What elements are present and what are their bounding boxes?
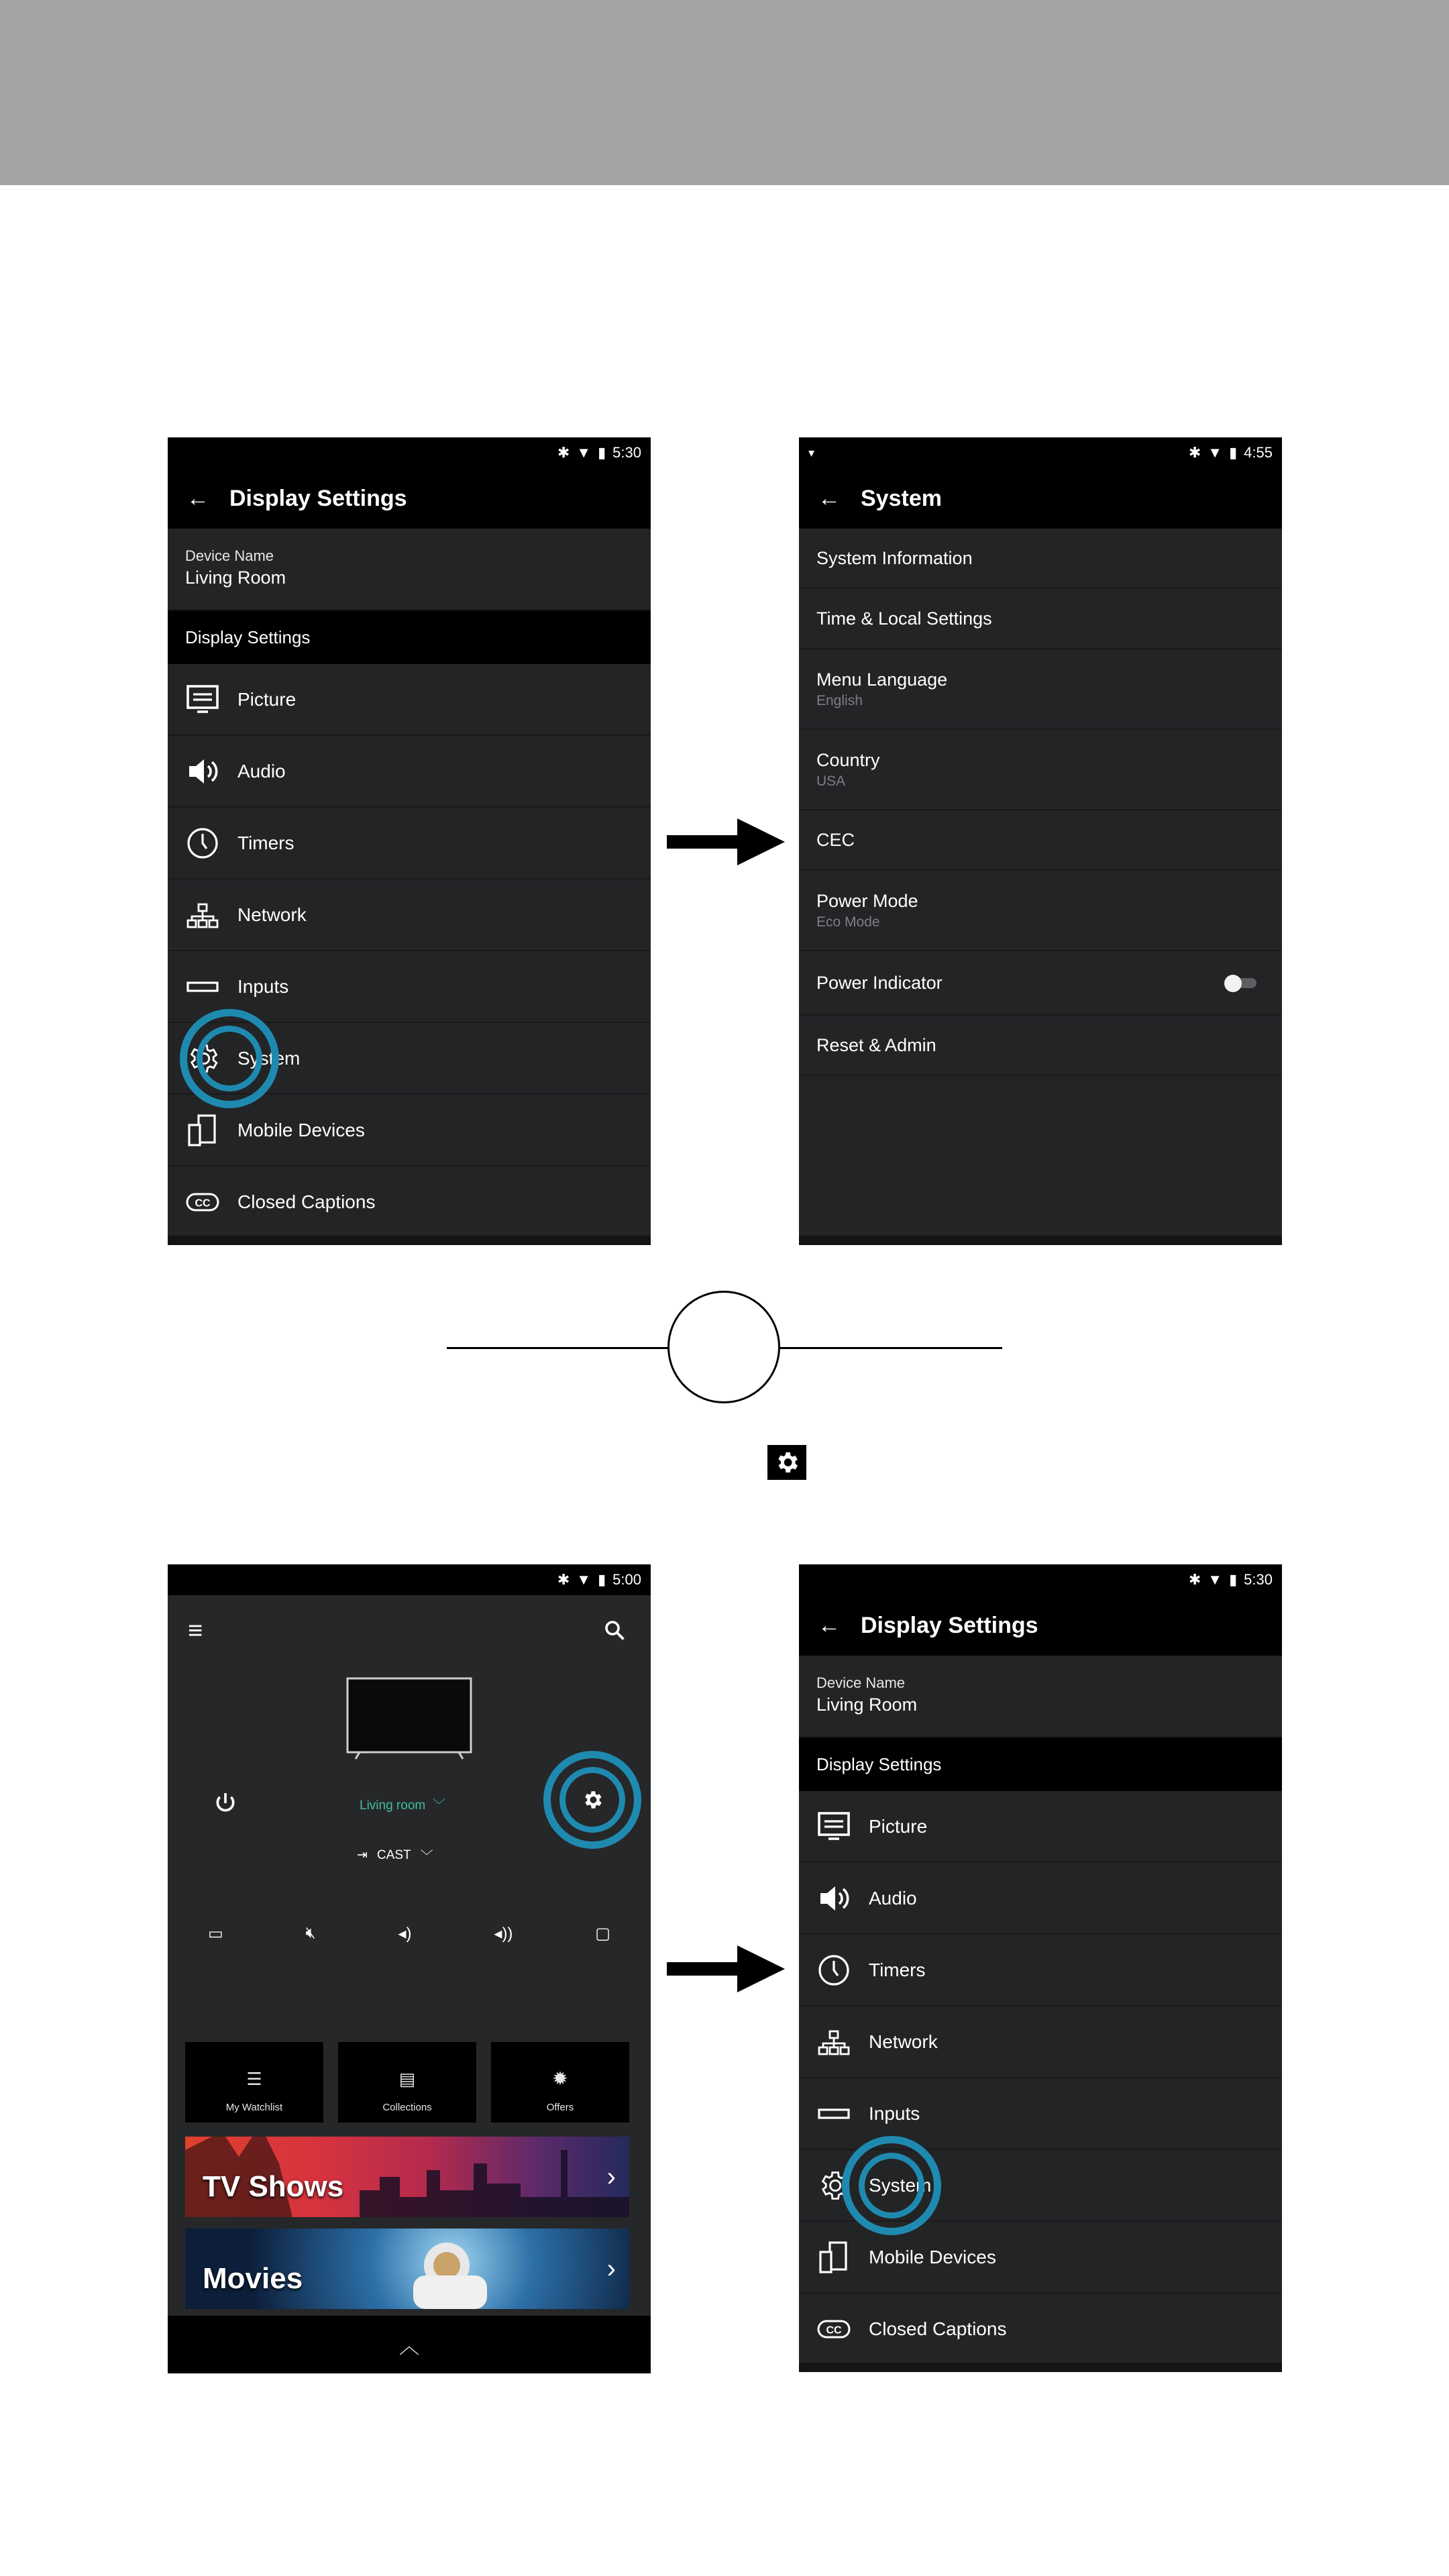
settings-item-picture[interactable] (168, 664, 651, 736)
cc-icon (816, 2312, 851, 2347)
gear-icon (767, 1445, 806, 1480)
system-item-label: CEC (816, 829, 855, 850)
settings-item-label: Timers (237, 832, 294, 853)
settings-item-network[interactable] (168, 879, 651, 951)
settings-button[interactable] (559, 1767, 625, 1833)
mobile-devices-icon (185, 1113, 220, 1148)
tile-my-watchlist[interactable] (185, 2042, 323, 2123)
device-name-value: Living Room (816, 1695, 918, 1715)
settings-item-timers[interactable] (168, 808, 651, 879)
cast-label: CAST (376, 1847, 411, 1862)
settings-item-label: Picture (237, 688, 297, 710)
wifi-icon: ▼ (576, 444, 592, 461)
settings-item-label: Inputs (237, 975, 289, 997)
input-icon (185, 969, 220, 1004)
wifi-icon: ▼ (576, 1571, 592, 1588)
svg-text:CC: CC (195, 1197, 211, 1210)
status-bar (168, 437, 651, 468)
home-screen (168, 1564, 651, 2373)
chevron-down-icon: ﹀ (425, 1799, 445, 1813)
device-name-label: Device Name (185, 547, 274, 564)
picture-icon (185, 682, 220, 717)
system-item-label: Power Mode (816, 890, 918, 911)
device-name-row[interactable] (168, 529, 651, 610)
chevron-right-icon: › (606, 2254, 616, 2284)
network-icon (185, 898, 220, 932)
back-arrow-icon[interactable]: ← (186, 485, 209, 511)
system-item-time-local-settings[interactable] (799, 589, 1282, 649)
system-item-system-information[interactable] (799, 529, 1282, 589)
tile-offers[interactable] (491, 2042, 629, 2123)
system-screen (799, 437, 1282, 1245)
offers-icon: ✹ (552, 2068, 568, 2089)
input-source-icon: ⇥ (357, 1848, 368, 1862)
screen-title: Display Settings (229, 485, 407, 511)
screen-header (168, 468, 651, 529)
system-item-cec[interactable] (799, 810, 1282, 871)
settings-item-label: System (237, 1047, 301, 1069)
settings-item-label: Mobile Devices (869, 2246, 996, 2267)
section-header: Display Settings (168, 610, 651, 664)
status-bar (799, 437, 1282, 468)
page-header-band (0, 0, 1449, 185)
aspect-ratio-icon[interactable]: ▭ (208, 1925, 223, 1943)
status-bar (799, 1564, 1282, 1595)
screen-header (799, 1595, 1282, 1656)
settings-item-closed-captions[interactable] (799, 2294, 1282, 2365)
chevron-down-icon: ﹀ (420, 1849, 433, 1864)
settings-item-audio[interactable] (168, 736, 651, 808)
settings-item-label: Inputs (869, 2102, 920, 2124)
settings-item-mobile-devices[interactable] (799, 2222, 1282, 2294)
screen-title: Display Settings (861, 1612, 1038, 1638)
gear-icon (581, 1788, 604, 1811)
settings-item-label: Closed Captions (869, 2318, 1007, 2339)
banner-label: TV Shows (203, 2170, 344, 2203)
tile-label: Collections (382, 2102, 432, 2113)
picture-icon (816, 1809, 851, 1844)
section-header: Display Settings (799, 1737, 1282, 1791)
status-time: 5:30 (1244, 1571, 1273, 1588)
system-item-menu-language[interactable] (799, 649, 1282, 730)
settings-item-label: System (869, 2174, 932, 2196)
remote-controls-row (208, 1924, 610, 1943)
input-icon (816, 2096, 851, 2131)
system-item-label: Country (816, 749, 880, 770)
menu-icon[interactable]: ≡ (188, 1617, 203, 1645)
banner-label: Movies (203, 2262, 303, 2295)
device-selector[interactable] (360, 1795, 445, 1813)
highlight-ring (859, 2153, 924, 2218)
device-name-row[interactable] (799, 1656, 1282, 1737)
search-icon[interactable] (602, 1618, 627, 1642)
clock-icon (816, 1953, 851, 1988)
screen-title: System (861, 485, 942, 511)
highlight-ring (197, 1026, 262, 1091)
speaker-icon (185, 754, 220, 789)
settings-item-label: Closed Captions (237, 1191, 376, 1212)
tv-icon (346, 1677, 472, 1760)
system-item-label: Time & Local Settings (816, 608, 992, 629)
mute-icon[interactable]: 🔇︎ (305, 1924, 316, 1942)
back-arrow-icon[interactable]: ← (818, 1612, 841, 1638)
clock-icon (185, 826, 220, 861)
status-time: 5:30 (612, 444, 641, 461)
cast-selector[interactable] (357, 1846, 433, 1864)
system-item-power-mode[interactable] (799, 871, 1282, 951)
battery-icon: ▮ (1229, 1571, 1238, 1588)
settings-item-picture[interactable] (799, 1791, 1282, 1863)
settings-item-network[interactable] (799, 2006, 1282, 2078)
device-name-label: Device Name (816, 1674, 906, 1691)
settings-item-label: Timers (869, 1959, 926, 1980)
volume-up-icon[interactable]: ◂)) (494, 1925, 513, 1943)
status-bar (168, 1564, 651, 1595)
system-item-value: Eco Mode (816, 914, 880, 930)
pic-mode-icon[interactable]: ▢ (595, 1925, 610, 1943)
system-item-power-indicator[interactable] (799, 951, 1282, 1016)
bluetooth-icon: ✱ (557, 444, 570, 461)
device-name-value: Living Room (185, 568, 286, 588)
cc-icon (185, 1185, 220, 1220)
network-icon (816, 2025, 851, 2059)
mobile-devices-icon (816, 2240, 851, 2275)
system-item-label: System Information (816, 547, 973, 568)
display-settings-screen (799, 1564, 1282, 2372)
device-selector-label: Living room (360, 1799, 426, 1813)
tile-collections[interactable] (338, 2042, 476, 2123)
right-arrow-icon (667, 1945, 785, 1992)
settings-item-label: Picture (869, 1815, 928, 1837)
battery-icon: ▮ (1229, 444, 1238, 461)
settings-item-label: Mobile Devices (237, 1119, 365, 1140)
bluetooth-icon: ✱ (557, 1571, 570, 1588)
battery-icon: ▮ (598, 1571, 606, 1588)
step-circle (667, 1291, 780, 1403)
settings-item-label: Audio (869, 1887, 917, 1909)
tile-label: Offers (546, 2102, 574, 2113)
toggle-knob (1224, 975, 1242, 992)
settings-item-label: Network (869, 2031, 938, 2052)
settings-item-closed-captions[interactable] (168, 1167, 651, 1238)
tv-shows-banner[interactable] (185, 2137, 629, 2217)
svg-text:CC: CC (826, 2324, 842, 2337)
collections-icon: ▤ (398, 2069, 416, 2089)
movies-banner[interactable] (185, 2229, 629, 2309)
notification-icon: ▾ (808, 445, 815, 460)
settings-item-audio[interactable] (799, 1863, 1282, 1935)
status-time: 4:55 (1244, 444, 1273, 461)
power-indicator-toggle[interactable] (1224, 975, 1258, 991)
settings-list (168, 664, 651, 1238)
system-item-country[interactable] (799, 730, 1282, 810)
volume-down-icon[interactable]: ◂) (398, 1925, 412, 1943)
chevron-right-icon: › (606, 2162, 616, 2192)
system-item-label: Power Indicator (816, 972, 943, 993)
bluetooth-icon: ✱ (1188, 1571, 1201, 1588)
chevron-up-icon: ︿ (399, 2336, 419, 2358)
speaker-icon (816, 1881, 851, 1916)
battery-icon: ▮ (598, 444, 606, 461)
settings-list (799, 1791, 1282, 2365)
wifi-icon: ▼ (1208, 1571, 1223, 1588)
settings-item-label: Audio (237, 760, 286, 782)
bottom-drawer-handle[interactable] (168, 2316, 651, 2373)
system-item-label: Menu Language (816, 669, 948, 690)
system-item-reset-admin[interactable] (799, 1016, 1282, 1076)
right-arrow-icon (667, 818, 785, 865)
watchlist-icon: ☰ (246, 2069, 262, 2089)
screen-header (799, 468, 1282, 529)
display-settings-screen (168, 437, 651, 1245)
tile-label: My Watchlist (225, 2102, 283, 2113)
wifi-icon: ▼ (1208, 444, 1223, 461)
system-item-value: English (816, 692, 863, 708)
power-icon[interactable] (212, 1790, 239, 1817)
system-settings-list (799, 529, 1282, 1076)
bluetooth-icon: ✱ (1188, 444, 1201, 461)
system-item-label: Reset & Admin (816, 1034, 936, 1055)
settings-item-timers[interactable] (799, 1935, 1282, 2006)
system-item-value: USA (816, 773, 846, 789)
back-arrow-icon[interactable]: ← (818, 485, 841, 511)
settings-item-label: Network (237, 904, 307, 925)
status-time: 5:00 (612, 1571, 641, 1588)
